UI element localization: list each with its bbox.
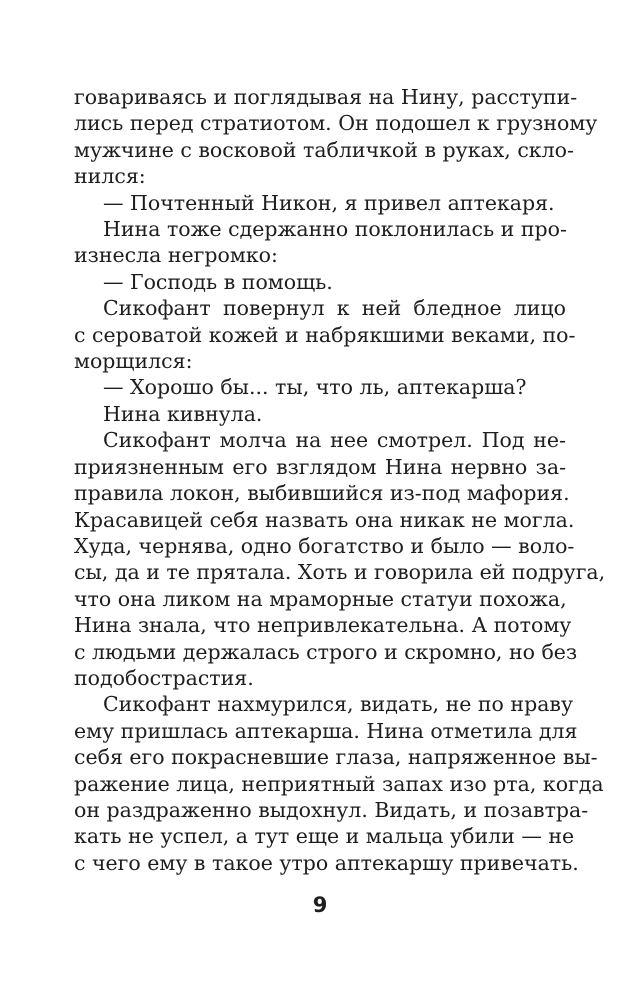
text-line: изнесла негромко: [74, 243, 278, 268]
text-line: кать не успел, а тут еще и мальца убили — не [74, 824, 575, 849]
text-line: Красавицей себя назвать она никак не могла. [74, 507, 575, 532]
paragraph [74, 691, 604, 876]
paragraph [74, 216, 566, 269]
text-line: ражение лица, неприятный запах изо рта, когда [74, 771, 604, 796]
text-line: — Господь в помощь. [103, 269, 333, 294]
text-line: он раздраженно выдохнул. Видать, и позавтра- [74, 797, 589, 822]
paragraph [74, 295, 576, 374]
text-line: Нина знала, что непривлекательна. А потому [74, 613, 572, 638]
text-line: — Хорошо бы... ты, что ль, аптекарша? [103, 375, 527, 400]
text-line: Сикофант повернул к ней бледное лицо [103, 296, 566, 321]
text-line: ему пришлась аптекарша. Нина отметила для [74, 718, 578, 743]
text-line: приязненным его взглядом Нина нервно за- [74, 454, 566, 479]
text-line: Нина тоже сдержанно поклонилась и про- [103, 217, 567, 242]
book-page-text [74, 84, 606, 876]
text-line: что она ликом на мраморные статуи похожа, [74, 586, 567, 611]
text-line: Сикофант нахмурился, видать, не по нраву [103, 692, 574, 717]
text-line: — Почтенный Никон, я привел аптекаря. [103, 190, 555, 215]
text-line: сы, да и те прятала. Хоть и говорила ей подруга, [74, 560, 606, 585]
text-line: с людьми держалась строго и скромно, но без [74, 639, 578, 664]
text-line: с сероватой кожей и набрякшими веками, по- [74, 322, 576, 347]
page-number: 9 [312, 893, 328, 917]
text-line: с чего ему в такое утро аптекаршу привечать. [74, 850, 579, 875]
paragraph [74, 84, 598, 190]
text-line: Худа, чернява, одно богатство и было — воло- [74, 533, 575, 558]
text-line: говариваясь и поглядывая на Нину, расступи- [74, 85, 578, 109]
text-line: подобострастия. [74, 665, 254, 690]
text-line: мужчине с восковой табличкой в руках, скло- [74, 137, 574, 162]
text-line: нился: [74, 164, 146, 189]
text-line: правила локон, выбившийся из-под мафория. [74, 481, 570, 506]
paragraph [74, 190, 566, 216]
paragraph [74, 401, 566, 427]
paragraph [74, 269, 566, 295]
text-line: морщился: [74, 349, 193, 374]
paragraph [74, 427, 606, 691]
text-line: себя его покрасневшие глаза, напряженное вы- [74, 745, 598, 770]
text-line: Нина кивнула. [103, 401, 263, 426]
paragraph [74, 374, 566, 400]
text-line: Сикофант молча на нее смотрел. Под не- [103, 428, 566, 453]
text-line: лись перед стратиотом. Он подошел к грузному [74, 111, 598, 136]
